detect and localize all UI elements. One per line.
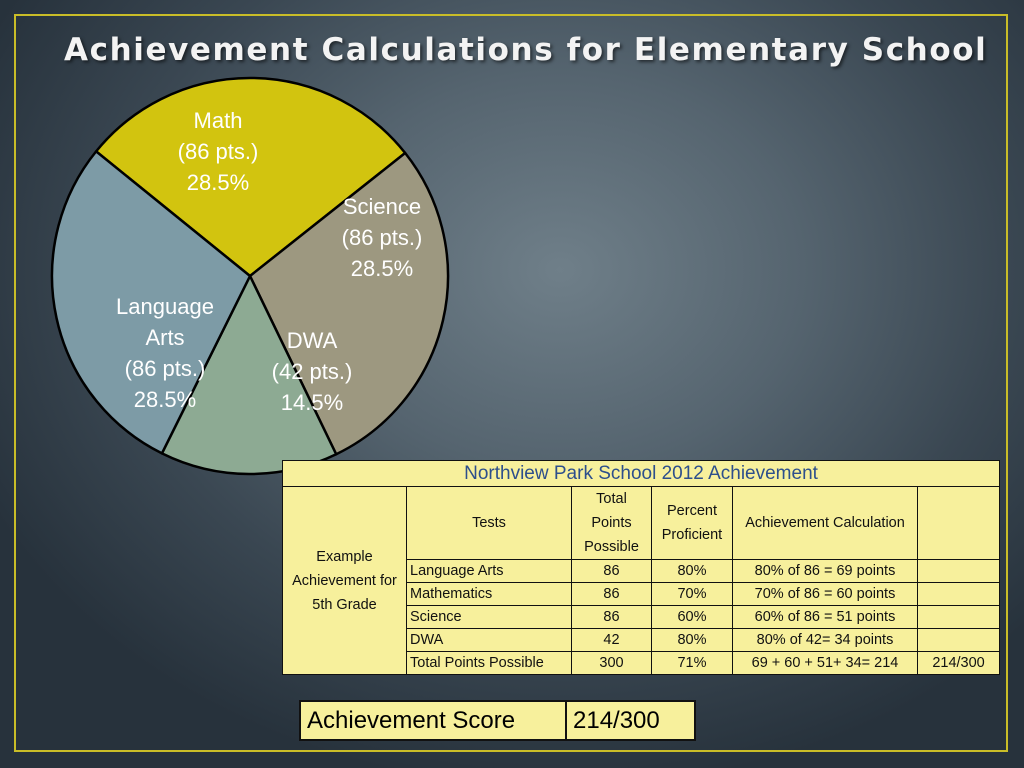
cell-points: 86	[572, 606, 652, 629]
pie-chart	[40, 68, 460, 488]
pie-label-dwa: DWA (42 pts.) 14.5%	[271, 328, 353, 415]
cell-calculation: 70% of 86 = 60 points	[733, 583, 918, 606]
cell-test: Mathematics	[407, 583, 572, 606]
cell-test: Total Points Possible	[407, 652, 572, 675]
score-label: Achievement Score	[300, 701, 566, 740]
cell-score	[918, 606, 1000, 629]
cell-points: 42	[572, 629, 652, 652]
cell-calculation: 80% of 42= 34 points	[733, 629, 918, 652]
cell-test: DWA	[407, 629, 572, 652]
cell-calculation: 60% of 86 = 51 points	[733, 606, 918, 629]
cell-score: 214/300	[918, 652, 1000, 675]
table-side-label: Example Achievement for 5th Grade	[283, 487, 407, 675]
table-caption: Northview Park School 2012 Achievement	[283, 461, 1000, 487]
cell-calculation: 69 + 60 + 51+ 34= 214	[733, 652, 918, 675]
pie-label-science: Science (86 pts.) 28.5%	[341, 194, 423, 281]
cell-points: 86	[572, 583, 652, 606]
cell-percent: 71%	[652, 652, 733, 675]
cell-percent: 60%	[652, 606, 733, 629]
cell-percent: 80%	[652, 560, 733, 583]
cell-test: Science	[407, 606, 572, 629]
cell-score	[918, 583, 1000, 606]
achievement-table	[282, 460, 1000, 675]
header-tests: Tests	[407, 487, 572, 560]
cell-percent: 70%	[652, 583, 733, 606]
cell-points: 300	[572, 652, 652, 675]
cell-points: 86	[572, 560, 652, 583]
pie-label-math: Math (86 pts.) 28.5%	[177, 108, 259, 195]
header-total-points: Total Points Possible	[572, 487, 652, 560]
pie-label-language-arts: Language Arts (86 pts.) 28.5%	[116, 294, 214, 412]
cell-percent: 80%	[652, 629, 733, 652]
cell-score	[918, 629, 1000, 652]
achievement-score-box	[299, 700, 696, 741]
header-achievement-calculation: Achievement Calculation	[733, 487, 918, 560]
header-percent-proficient: Percent Proficient	[652, 487, 733, 560]
cell-test: Language Arts	[407, 560, 572, 583]
cell-calculation: 80% of 86 = 69 points	[733, 560, 918, 583]
cell-score	[918, 560, 1000, 583]
score-value: 214/300	[566, 701, 695, 740]
table-header-row	[283, 487, 1000, 560]
header-blank	[918, 487, 1000, 560]
slide-title: Achievement Calculations for Elementary School	[64, 32, 988, 68]
